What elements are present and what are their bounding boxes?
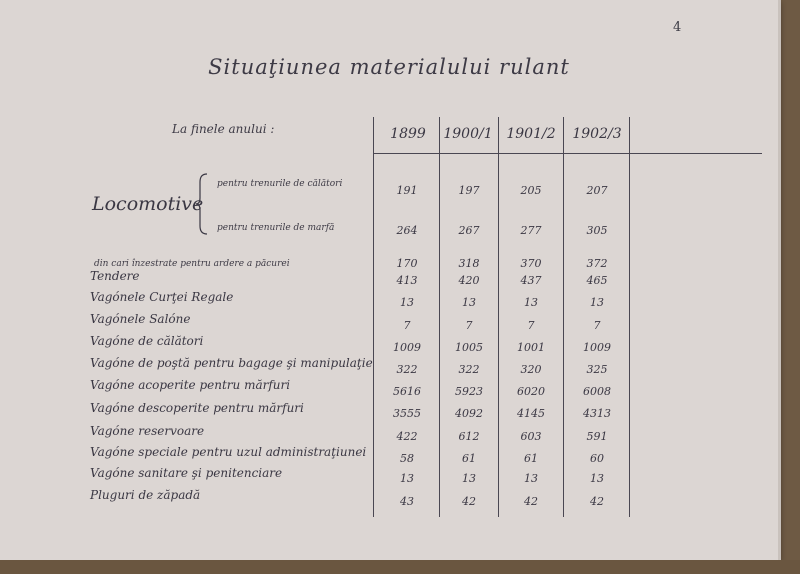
cell-value: 13 xyxy=(462,472,476,485)
cell-value: 4092 xyxy=(455,407,483,420)
cell-value: 305 xyxy=(586,224,608,237)
page-number: 4 xyxy=(673,20,682,35)
row-label: Vagóne de călători xyxy=(90,334,204,348)
cell-value: 1009 xyxy=(393,341,421,354)
cell-value: 612 xyxy=(458,430,480,443)
cell-value: 13 xyxy=(400,296,414,309)
cell-value: 318 xyxy=(458,257,480,270)
row-label: Vagóne acoperite pentru mărfuri xyxy=(90,378,291,392)
cell-value: 205 xyxy=(520,184,542,197)
cell-value: 197 xyxy=(458,184,480,197)
locomotive-label: Locomotive xyxy=(92,193,204,215)
row-label: Vagóne speciale pentru uzul administraţiunei xyxy=(90,445,367,459)
row-label: Pluguri de zăpadă xyxy=(90,488,201,502)
year-header: 1902/3 xyxy=(572,126,622,142)
cell-value: 1005 xyxy=(455,341,483,354)
locomotive-sub-passenger: pentru trenurile de călători xyxy=(217,179,343,189)
cell-value: 42 xyxy=(524,495,538,508)
cell-value: 322 xyxy=(396,363,418,376)
cell-value: 191 xyxy=(396,184,418,197)
cell-value: 43 xyxy=(400,495,414,508)
cell-value: 277 xyxy=(520,224,542,237)
cell-value: 7 xyxy=(403,319,411,332)
cell-value: 13 xyxy=(590,296,604,309)
cell-value: 13 xyxy=(524,472,538,485)
cell-value: 264 xyxy=(396,224,418,237)
column-divider xyxy=(373,117,374,517)
page-edge xyxy=(778,0,781,560)
cell-value: 5616 xyxy=(393,385,421,398)
cell-value: 6020 xyxy=(517,385,545,398)
locomotive-sub-freight: pentru trenurile de marfă xyxy=(217,223,335,233)
cell-value: 42 xyxy=(462,495,476,508)
cell-value: 370 xyxy=(520,257,542,270)
cell-value: 267 xyxy=(458,224,480,237)
cell-value: 58 xyxy=(400,452,414,465)
cell-value: 61 xyxy=(462,452,476,465)
cell-value: 420 xyxy=(458,274,480,287)
cell-value: 1001 xyxy=(517,341,545,354)
row-label: Tendere xyxy=(90,269,140,283)
cell-value: 437 xyxy=(520,274,542,287)
cell-value: 4313 xyxy=(583,407,611,420)
cell-value: 465 xyxy=(586,274,608,287)
cell-value: 7 xyxy=(527,319,535,332)
column-divider xyxy=(563,117,564,517)
cell-value: 3555 xyxy=(393,407,421,420)
header-label: La finele anului : xyxy=(172,122,275,136)
cell-value: 13 xyxy=(524,296,538,309)
cell-value: 7 xyxy=(465,319,473,332)
desk-surface xyxy=(0,560,800,574)
cell-value: 413 xyxy=(396,274,418,287)
row-label: Vagónele Salóne xyxy=(90,312,191,326)
year-header: 1901/2 xyxy=(506,126,556,142)
column-divider xyxy=(629,117,630,517)
cell-value: 372 xyxy=(586,257,608,270)
page-title: Situaţiunea materialului rulant xyxy=(208,55,570,79)
cell-value: 7 xyxy=(593,319,601,332)
cell-value: 322 xyxy=(458,363,480,376)
cell-value: 6008 xyxy=(583,385,611,398)
cell-value: 4145 xyxy=(517,407,545,420)
row-label: Vagóne reservoare xyxy=(90,424,205,438)
cell-value: 1009 xyxy=(583,341,611,354)
cell-value: 13 xyxy=(462,296,476,309)
cell-value: 61 xyxy=(524,452,538,465)
year-header: 1899 xyxy=(390,126,426,142)
cell-value: 60 xyxy=(590,452,604,465)
row-label: Vagóne de poştă pentru bagage şi manipulaţie xyxy=(90,356,373,370)
row-label: Vagóne sanitare şi penitenciare xyxy=(90,466,283,480)
cell-value: 13 xyxy=(400,472,414,485)
cell-value: 603 xyxy=(520,430,542,443)
cell-value: 591 xyxy=(586,430,608,443)
cell-value: 170 xyxy=(396,257,418,270)
cell-value: 42 xyxy=(590,495,604,508)
cell-value: 320 xyxy=(520,363,542,376)
cell-value: 207 xyxy=(586,184,608,197)
cell-value: 422 xyxy=(396,430,418,443)
cell-value: 13 xyxy=(590,472,604,485)
row-label: Vagóne descoperite pentru mărfuri xyxy=(90,401,304,415)
row-label: Vagónele Curţei Regale xyxy=(90,290,234,304)
row-label: din cari înzestrate pentru ardere a păcurei xyxy=(94,259,290,269)
header-rule xyxy=(373,153,762,154)
brace-icon xyxy=(195,172,209,236)
cell-value: 325 xyxy=(586,363,608,376)
year-header: 1900/1 xyxy=(443,126,493,142)
cell-value: 5923 xyxy=(455,385,483,398)
